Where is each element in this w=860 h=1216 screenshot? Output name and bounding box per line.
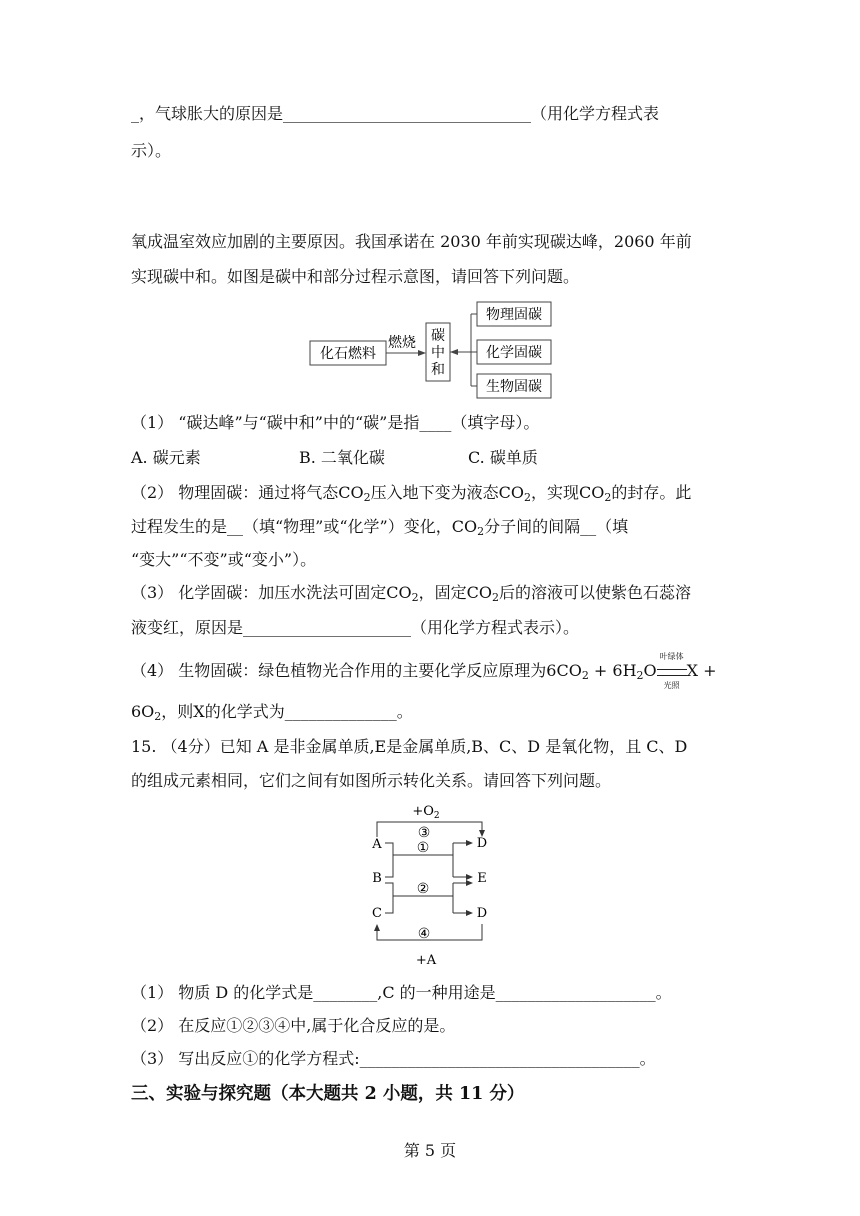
fossil-fuel-box: 化石燃料 <box>320 346 376 362</box>
burn-label: 燃烧 <box>388 335 416 351</box>
question-2-line-2: 过程发生的是__（填“物理”或“化学”）变化，$CO_2$分子间的间隔__（填 <box>131 517 629 538</box>
question-15-part-3: （3） 写出反应①的化学方程式:___________________________________。 <box>131 1049 656 1068</box>
question-4-line-1: （4） 生物固碳：绿色植物光合作用的主要化学反应原理为$6CO_2 + 6H_2O$ 叶绿体 光照 X + <box>131 651 717 690</box>
reaction-arrow <box>657 669 687 676</box>
question-15-line-1: 15. （4分）已知 A 是非金属单质,E是金属单质,B、C、D 是氧化物，且 C、D <box>131 737 688 756</box>
center-char-1: 碳 <box>431 328 445 344</box>
page-number: 第 5 页 <box>403 1141 457 1160</box>
carbon-neutral-diagram <box>305 300 565 400</box>
option-b: B. 二氧化碳 <box>299 448 385 467</box>
question-15-line-2: 的组成元素相同，它们之间有如图所示转化关系。请回答下列问题。 <box>131 771 612 790</box>
question-1: （1） “碳达峰”与“碳中和”中的“碳”是指____（填字母）。 <box>131 413 540 432</box>
node-b: B <box>372 871 382 886</box>
node-d-bottom: D <box>476 906 488 921</box>
bottom-condition-label: +A <box>415 953 437 968</box>
center-char-3: 和 <box>431 362 445 378</box>
text-line: 氧成温室效应加剧的主要原因。我国承诺在 2030 年前实现碳达峰，2060 年前 <box>131 232 692 251</box>
biological-fixation-box: 生物固碳 <box>486 379 542 395</box>
question-3-line-1: （3） 化学固碳：加压水洗法可固定$CO_2$，固定$CO_2$后的溶液可以使紫色石蕊溶 <box>131 583 692 604</box>
condition-bottom: 光照 <box>663 680 680 690</box>
top-condition-label: $+O_2$ <box>412 804 440 821</box>
circled-4: ④ <box>417 926 431 942</box>
conversion-diagram <box>360 800 500 970</box>
physical-fixation-box: 物理固碳 <box>486 307 542 323</box>
text-line: 实现碳中和。如图是碳中和部分过程示意图，请回答下列问题。 <box>131 267 580 286</box>
circled-2: ② <box>416 881 430 897</box>
question-3-line-2: 液变红，原因是_____________________（用化学方程式表示）。 <box>131 618 580 637</box>
node-a: A <box>372 837 382 852</box>
node-d-top: D <box>476 836 488 851</box>
question-15-part-2: （2） 在反应①②③④中,属于化合反应的是。 <box>131 1016 456 1035</box>
circled-3: ③ <box>417 825 431 841</box>
node-c: C <box>372 906 382 921</box>
question-15-part-1: （1） 物质 D 的化学式是________,C 的一种用途是____________________。 <box>131 983 672 1002</box>
question-2-line-1: （2） 物理固碳：通过将气态$CO_2$压入地下变为液态$CO_2$，实现$CO_2$的封存。此 <box>131 483 692 504</box>
section-heading: 三、实验与探究题（本大题共 2 小题，共 11 分） <box>131 1084 525 1104</box>
chemical-fixation-box: 化学固碳 <box>486 345 542 361</box>
question-2-line-3: “变大”“不变”或“变小”）。 <box>131 550 317 569</box>
circled-1: ① <box>416 840 430 856</box>
option-c: C. 碳单质 <box>468 448 538 467</box>
text-line: 示）。 <box>131 141 172 160</box>
text-line: _，气球胀大的原因是_______________________________（用化学方程式表 <box>131 104 660 123</box>
condition-top: 叶绿体 <box>659 651 684 661</box>
question-4-line-2: $6O_2$，则X的化学式为______________。 <box>131 702 413 723</box>
center-char-2: 中 <box>431 345 445 361</box>
option-a: A. 碳元素 <box>131 448 201 467</box>
node-e: E <box>477 871 487 886</box>
